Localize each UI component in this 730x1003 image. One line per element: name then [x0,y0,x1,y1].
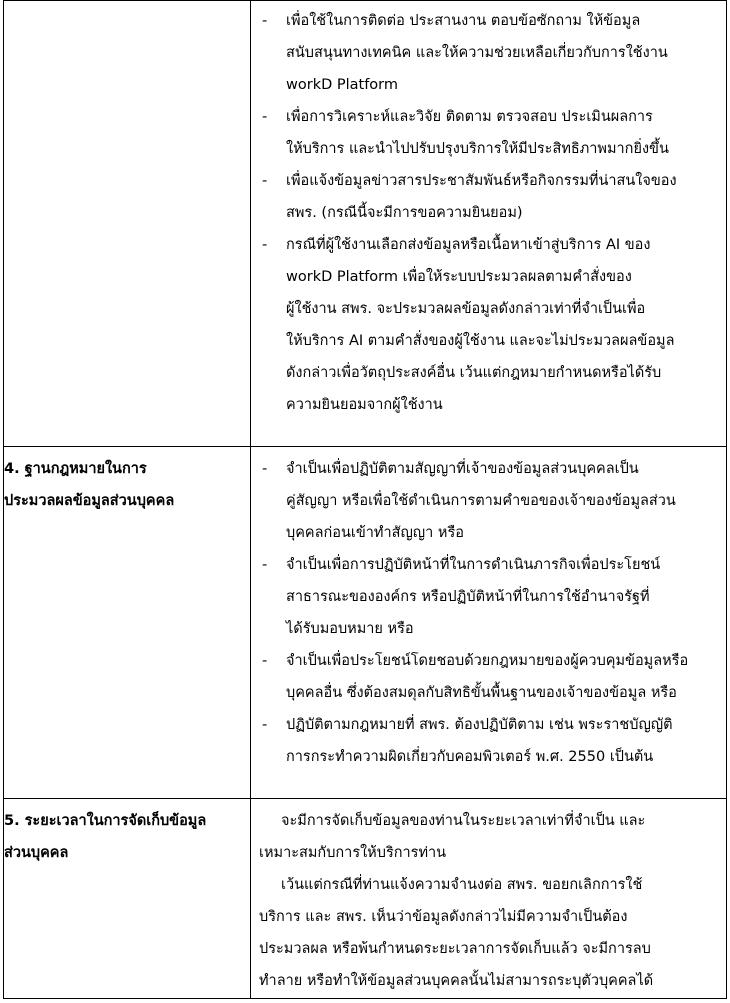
table-row-5 [4,799,727,999]
text-line: เพื่อใช้ในการติดต่อ ประสานงาน ตอบข้อซักถาม ให้ข้อมูล [286,13,641,29]
text-line: คู่สัญญา หรือเพื่อใช้ดำเนินการตามคำขอของเจ้าของข้อมูลส่วน [286,493,676,509]
text-line: จำเป็นเพื่อปฏิบัติตามสัญญาที่เจ้าของข้อมูลส่วนบุคคลเป็น [286,461,639,477]
row3-bullet-list [251,5,726,421]
dash-marker: - [262,461,268,477]
dash-marker: - [262,653,268,669]
retention-heading [4,799,251,999]
list-item [251,165,726,229]
text-line: ได้รับมอบหมาย หรือ [286,621,414,637]
text-line: จำเป็นเพื่อการปฏิบัติหน้าที่ในการดำเนินภารกิจเพื่อประโยชน์ [286,557,661,573]
list-item [251,229,726,421]
text-line: workD Platform [286,77,399,93]
text-line: เว้นแต่กรณีที่ท่านแจ้งความจำนงต่อ สพร. ขอยกเลิกการใช้ [281,877,643,893]
text-line: ให้บริการ และนำไปปรับปรุงบริการให้มีประสิทธิภาพมากยิ่งขึ้น [286,141,669,157]
text-line: ให้บริการ AI ตามคำสั่งของผู้ใช้งาน และจะไม่ประมวลผลข้อมูล [286,333,675,349]
text-line: บริการ และ สพร. เห็นว่าข้อมูลดังกล่าวไม่มีความจำเป็นต้อง [259,909,628,925]
text-line: บุคคลก่อนเข้าทำสัญญา หรือ [286,525,464,541]
text-line: เพื่อการวิเคราะห์และวิจัย ติดตาม ตรวจสอบ ประเมินผลการ [286,109,653,125]
text-line: จำเป็นเพื่อประโยชน์โดยชอบด้วยกฎหมายของผู้ควบคุมข้อมูลหรือ [286,653,689,669]
row3-right-cell [251,1,727,447]
dash-marker: - [262,237,268,253]
list-item [251,453,726,549]
text-line: ผู้ใช้งาน สพร. จะประมวลผลข้อมูลดังกล่าวเท่าที่จำเป็นเพื่อ [286,301,646,317]
text-line: ดังกล่าวเพื่อวัตถุประสงค์อื่น เว้นแต่กฎหมายกำหนดหรือได้รับ [286,365,662,381]
retention-paragraph-2 [251,869,726,997]
dash-marker: - [262,173,268,189]
heading-line: 4. ฐานกฎหมายในการ [4,461,147,477]
list-item [251,101,726,165]
list-item [251,5,726,101]
text-line: ประมวลผล หรือพ้นกำหนดระยะเวลาการจัดเก็บแล้ว จะมีการลบ [259,941,651,957]
text-line: สพร. (กรณีนี้จะมีการขอความยินยอม) [286,205,523,221]
text-line: ปฏิบัติตามกฎหมายที่ สพร. ต้องปฏิบัติตาม เช่น พระราชบัญญัติ [286,717,673,733]
dash-marker: - [262,717,268,733]
dash-marker: - [262,557,268,573]
text-line: workD Platform เพื่อให้ระบบประมวลผลตามคำสั่งของ [286,269,632,285]
legal-basis-heading [4,447,251,799]
row3-left-cell [4,1,251,447]
heading-line: ประมวลผลข้อมูลส่วนบุคคล [4,493,175,509]
list-item [251,709,726,773]
table-row-4 [4,447,727,799]
text-line: กรณีที่ผู้ใช้งานเลือกส่งข้อมูลหรือเนื้อหาเข้าสู่บริการ AI ของ [286,237,651,253]
list-item [251,549,726,645]
text-line: ทำลาย หรือทำให้ข้อมูลส่วนบุคคลนั้นไม่สามารถระบุตัวบุคคลได้ [259,973,654,989]
text-line: เหมาะสมกับการให้บริการท่าน [259,845,447,861]
heading-line: ส่วนบุคคล [4,845,69,861]
text-line: ความยินยอมจากผู้ใช้งาน [286,397,443,413]
table-row-3 [4,1,727,447]
row5-right-cell [251,799,727,999]
text-line: เพื่อแจ้งข้อมูลข่าวสารประชาสัมพันธ์หรือกิจกรรมที่น่าสนใจของ [286,173,677,189]
text-line: สนับสนุนทางเทคนิค และให้ความช่วยเหลือเกี่ยวกับการใช้งาน [286,45,668,61]
policy-table [3,0,727,999]
dash-marker: - [262,13,268,29]
heading-line: 5. ระยะเวลาในการจัดเก็บข้อมูล [4,813,207,829]
list-item [251,645,726,709]
text-line: บุคคลอื่น ซึ่งต้องสมดุลกับสิทธิขั้นพื้นฐานของเจ้าของข้อมูล หรือ [286,685,677,701]
row4-right-cell [251,447,727,799]
text-line: สาธารณะขององค์กร หรือปฏิบัติหน้าที่ในการใช้อำนาจรัฐที่ [286,589,650,605]
retention-paragraph-1 [251,805,726,869]
text-line: จะมีการจัดเก็บข้อมูลของท่านในระยะเวลาเท่าที่จำเป็น และ [281,813,646,829]
legal-basis-list [251,453,726,773]
dash-marker: - [262,109,268,125]
text-line: การกระทำความผิดเกี่ยวกับคอมพิวเตอร์ พ.ศ. 2550 เป็นต้น [286,749,654,765]
